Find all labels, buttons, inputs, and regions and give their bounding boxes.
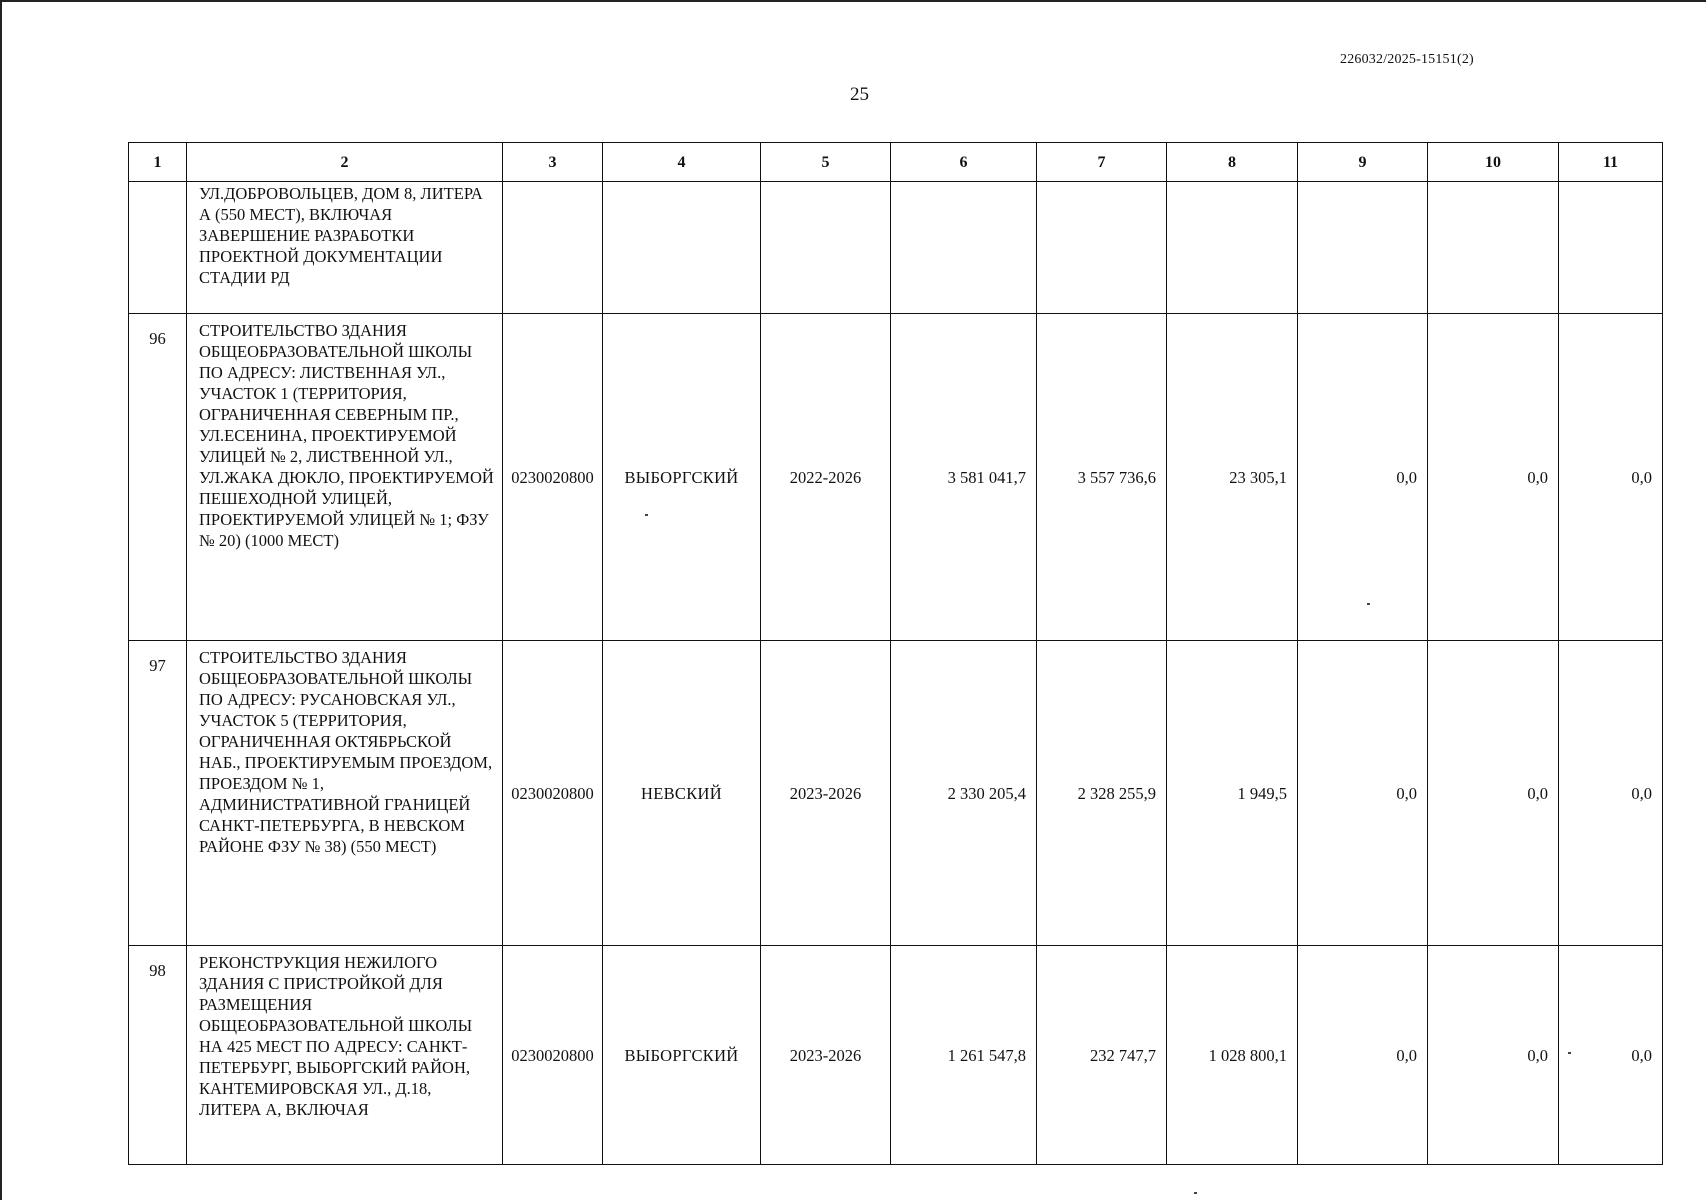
value-cell <box>1167 182 1298 314</box>
column-header: 9 <box>1298 143 1428 182</box>
column-header: 8 <box>1167 143 1298 182</box>
object-name-cell: УЛ.ДОБРОВОЛЬЦЕВ, ДОМ 8, ЛИТЕРА А (550 МЕСТ), ВКЛЮЧАЯ ЗАВЕРШЕНИЕ РАЗРАБОТКИ ПРОЕКТНОЙ ДОКУМЕНТАЦИИ СТАДИИ РД <box>187 182 503 314</box>
column-header: 1 <box>129 143 187 182</box>
column-header: 2 <box>187 143 503 182</box>
value-cell: 0,0 <box>1428 946 1559 1165</box>
district-cell: ВЫБОРГСКИЙ <box>603 946 761 1165</box>
value-cell: 3 581 041,7 <box>891 314 1037 641</box>
row-number-cell <box>129 182 187 314</box>
value-cell: 1 261 547,8 <box>891 946 1037 1165</box>
document-id: 226032/2025-15151(2) <box>1340 52 1474 67</box>
table-row <box>129 641 1663 946</box>
value-cell <box>1037 182 1167 314</box>
scan-speck <box>1568 1052 1571 1054</box>
column-header: 10 <box>1428 143 1559 182</box>
table-header-row <box>129 143 1663 182</box>
code-cell: 0230020800 <box>503 314 603 641</box>
scan-speck <box>1194 1192 1197 1194</box>
value-cell: 0,0 <box>1298 641 1428 946</box>
period-cell: 2023-2026 <box>761 946 891 1165</box>
row-number-cell: 98 <box>129 946 187 1165</box>
column-header: 5 <box>761 143 891 182</box>
value-cell: 0,0 <box>1298 314 1428 641</box>
table-row <box>129 946 1663 1165</box>
budget-table <box>128 142 1663 1165</box>
value-cell: 0,0 <box>1428 314 1559 641</box>
value-cell: 232 747,7 <box>1037 946 1167 1165</box>
code-cell: 0230020800 <box>503 641 603 946</box>
scan-speck <box>645 514 648 516</box>
value-cell: 2 328 255,9 <box>1037 641 1167 946</box>
column-header: 7 <box>1037 143 1167 182</box>
row-number-cell: 96 <box>129 314 187 641</box>
period-cell <box>761 182 891 314</box>
value-cell: 0,0 <box>1559 314 1663 641</box>
column-header: 6 <box>891 143 1037 182</box>
value-cell <box>891 182 1037 314</box>
value-cell: 0,0 <box>1559 946 1663 1165</box>
object-name-cell: СТРОИТЕЛЬСТВО ЗДАНИЯ ОБЩЕОБРАЗОВАТЕЛЬНОЙ ШКОЛЫ ПО АДРЕСУ: ЛИСТВЕННАЯ УЛ., УЧАСТОК 1 (ТЕРРИТОРИЯ, ОГРАНИЧЕННАЯ СЕВЕРНЫМ ПР., УЛ.ЕСЕНИНА, ПРОЕКТИРУЕМОЙ УЛИЦЕЙ № 2, ЛИСТВЕННОЙ УЛ., УЛ.ЖАКА ДЮКЛО, ПРОЕКТИРУЕМОЙ ПЕШЕХОДНОЙ УЛИЦЕЙ, ПРОЕКТИРУЕМОЙ УЛИЦЕЙ № 1; ФЗУ № 20) (1000 МЕСТ) <box>187 314 503 641</box>
column-header: 11 <box>1559 143 1663 182</box>
value-cell: 3 557 736,6 <box>1037 314 1167 641</box>
district-cell <box>603 182 761 314</box>
district-cell: НЕВСКИЙ <box>603 641 761 946</box>
column-header: 4 <box>603 143 761 182</box>
object-name-cell: РЕКОНСТРУКЦИЯ НЕЖИЛОГО ЗДАНИЯ С ПРИСТРОЙКОЙ ДЛЯ РАЗМЕЩЕНИЯ ОБЩЕОБРАЗОВАТЕЛЬНОЙ ШКОЛЫ НА 425 МЕСТ ПО АДРЕСУ: САНКТ-ПЕТЕРБУРГ, ВЫБОРГСКИЙ РАЙОН, КАНТЕМИРОВСКАЯ УЛ., Д.18, ЛИТЕРА А, ВКЛЮЧАЯ <box>187 946 503 1165</box>
page-number: 25 <box>850 84 869 105</box>
object-name-cell: СТРОИТЕЛЬСТВО ЗДАНИЯ ОБЩЕОБРАЗОВАТЕЛЬНОЙ ШКОЛЫ ПО АДРЕСУ: РУСАНОВСКАЯ УЛ., УЧАСТОК 5 (ТЕРРИТОРИЯ, ОГРАНИЧЕННАЯ ОКТЯБРЬСКОЙ НАБ., ПРОЕКТИРУЕМЫМ ПРОЕЗДОМ, ПРОЕЗДОМ № 1, АДМИНИСТРАТИВНОЙ ГРАНИЦЕЙ САНКТ-ПЕТЕРБУРГА, В НЕВСКОМ РАЙОНЕ ФЗУ № 38) (550 МЕСТ) <box>187 641 503 946</box>
row-number-cell: 97 <box>129 641 187 946</box>
value-cell: 1 028 800,1 <box>1167 946 1298 1165</box>
value-cell <box>1559 182 1663 314</box>
code-cell <box>503 182 603 314</box>
period-cell: 2022-2026 <box>761 314 891 641</box>
period-cell: 2023-2026 <box>761 641 891 946</box>
value-cell <box>1428 182 1559 314</box>
table-row-continuation <box>129 182 1663 314</box>
table-row <box>129 314 1663 641</box>
value-cell: 0,0 <box>1428 641 1559 946</box>
scan-left-border <box>0 0 2 1200</box>
scan-speck <box>1367 603 1370 605</box>
code-cell: 0230020800 <box>503 946 603 1165</box>
value-cell: 0,0 <box>1298 946 1428 1165</box>
column-header: 3 <box>503 143 603 182</box>
value-cell <box>1298 182 1428 314</box>
district-cell: ВЫБОРГСКИЙ <box>603 314 761 641</box>
value-cell: 2 330 205,4 <box>891 641 1037 946</box>
value-cell: 0,0 <box>1559 641 1663 946</box>
scan-top-border <box>0 0 1706 2</box>
value-cell: 1 949,5 <box>1167 641 1298 946</box>
value-cell: 23 305,1 <box>1167 314 1298 641</box>
